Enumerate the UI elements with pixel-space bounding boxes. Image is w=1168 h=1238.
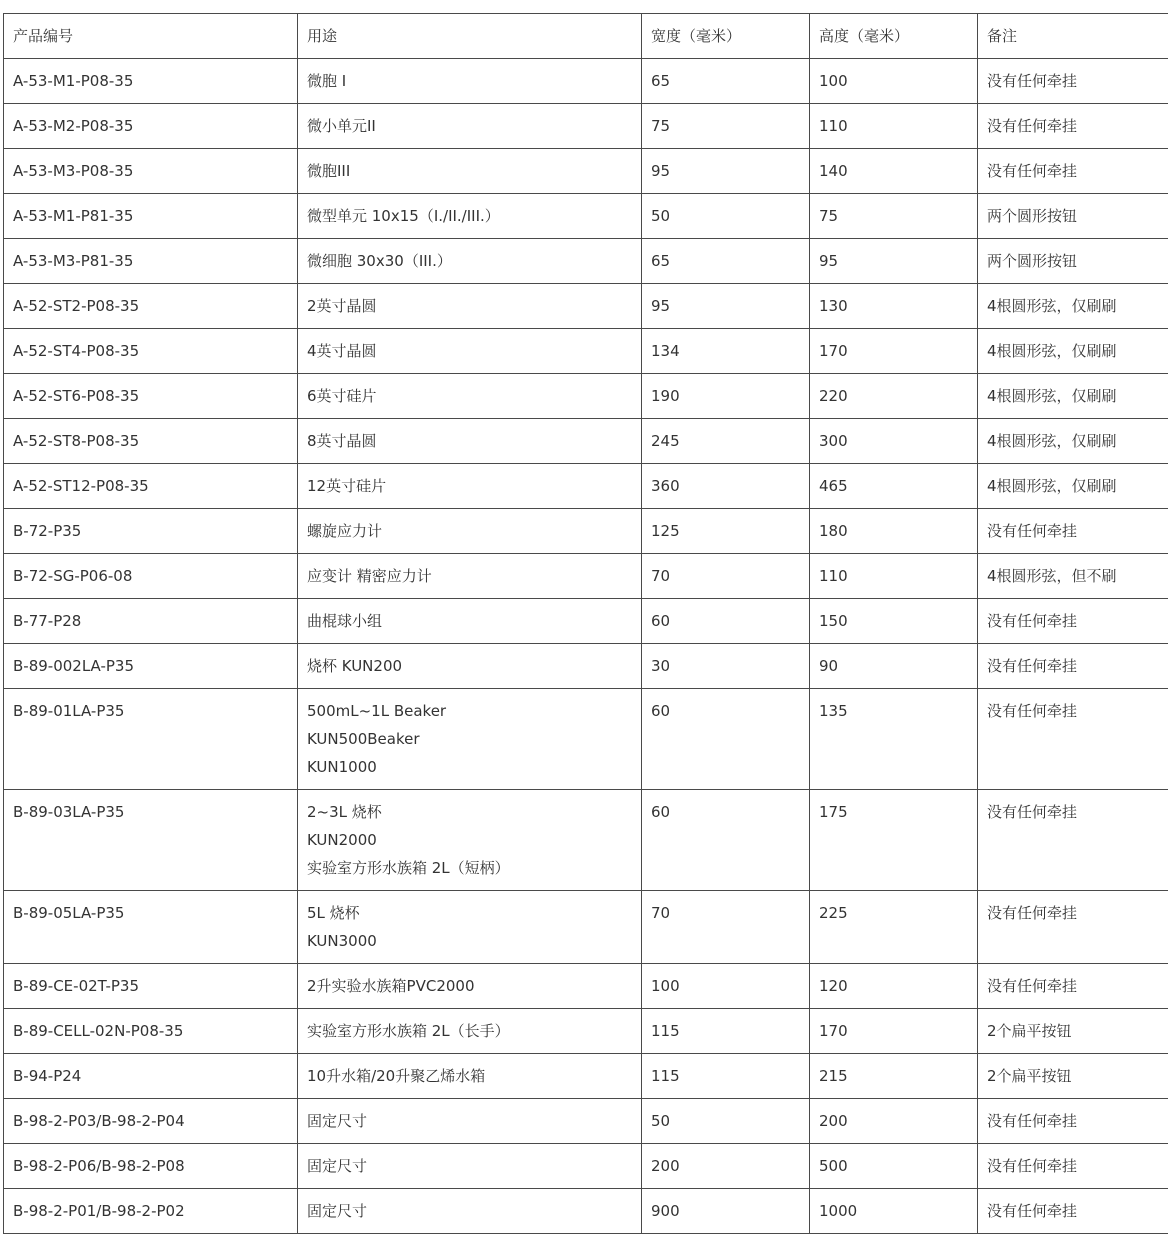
cell-note: 4根圆形弦，仅刷刷	[978, 284, 1168, 329]
cell-note: 4根圆形弦，仅刷刷	[978, 329, 1168, 374]
header-row	[4, 14, 1168, 59]
cell-width: 60	[642, 790, 810, 891]
use-line: 微型单元 10x15（I./II./III.）	[307, 207, 500, 225]
cell-use	[298, 599, 642, 644]
use-line: 2英寸晶圆	[307, 297, 377, 315]
cell-height: 130	[810, 284, 978, 329]
use-line: 微胞III	[307, 162, 351, 180]
table-row	[4, 964, 1168, 1009]
cell-height: 110	[810, 554, 978, 599]
use-line: 应变计 精密应力计	[307, 567, 432, 585]
cell-height: 135	[810, 689, 978, 790]
cell-width: 75	[642, 104, 810, 149]
cell-use	[298, 149, 642, 194]
cell-height: 180	[810, 509, 978, 554]
use-line: 实验室方形水族箱 2L（长手）	[307, 1022, 510, 1040]
cell-use	[298, 464, 642, 509]
cell-product-code: A-53-M3-P81-35	[4, 239, 298, 284]
cell-product-code: B-98-2-P06/B-98-2-P08	[4, 1144, 298, 1189]
cell-use	[298, 1054, 642, 1099]
table-row	[4, 1099, 1168, 1144]
cell-height: 215	[810, 1054, 978, 1099]
cell-width: 30	[642, 644, 810, 689]
cell-note: 2个扁平按钮	[978, 1009, 1168, 1054]
cell-height: 175	[810, 790, 978, 891]
cell-width: 60	[642, 689, 810, 790]
cell-width: 125	[642, 509, 810, 554]
table-row	[4, 329, 1168, 374]
cell-note: 没有任何牵挂	[978, 59, 1168, 104]
cell-product-code: A-53-M1-P08-35	[4, 59, 298, 104]
cell-product-code: A-53-M3-P08-35	[4, 149, 298, 194]
use-line: KUN2000	[307, 831, 377, 849]
cell-height: 150	[810, 599, 978, 644]
cell-width: 70	[642, 554, 810, 599]
cell-width: 115	[642, 1009, 810, 1054]
table-row	[4, 1189, 1168, 1234]
cell-height: 95	[810, 239, 978, 284]
table-row	[4, 644, 1168, 689]
cell-width: 360	[642, 464, 810, 509]
table-row	[4, 239, 1168, 284]
cell-height: 300	[810, 419, 978, 464]
cell-note: 没有任何牵挂	[978, 1099, 1168, 1144]
cell-use	[298, 1189, 642, 1234]
cell-note: 没有任何牵挂	[978, 1189, 1168, 1234]
use-line: 12英寸硅片	[307, 477, 387, 495]
use-line: 5L 烧杯	[307, 904, 360, 922]
table-row	[4, 1144, 1168, 1189]
table-body	[4, 59, 1168, 1234]
cell-use	[298, 891, 642, 964]
use-line: 2升实验水族箱PVC2000	[307, 977, 475, 995]
cell-product-code: A-52-ST6-P08-35	[4, 374, 298, 419]
cell-note: 没有任何牵挂	[978, 644, 1168, 689]
cell-width: 900	[642, 1189, 810, 1234]
use-line: 微小单元II	[307, 117, 376, 135]
use-line: 固定尺寸	[307, 1157, 368, 1175]
cell-note: 没有任何牵挂	[978, 790, 1168, 891]
cell-width: 95	[642, 284, 810, 329]
use-line: 4英寸晶圆	[307, 342, 377, 360]
header-cell-width: 宽度（毫米）	[642, 14, 810, 59]
cell-note: 4根圆形弦，但不刷	[978, 554, 1168, 599]
cell-use	[298, 554, 642, 599]
use-line: 6英寸硅片	[307, 387, 377, 405]
cell-note: 没有任何牵挂	[978, 104, 1168, 149]
cell-height: 75	[810, 194, 978, 239]
cell-use	[298, 1009, 642, 1054]
cell-product-code: A-52-ST8-P08-35	[4, 419, 298, 464]
header-cell-use: 用途	[298, 14, 642, 59]
use-line: KUN1000	[307, 758, 377, 776]
cell-width: 60	[642, 599, 810, 644]
use-line: 烧杯 KUN200	[307, 657, 403, 675]
cell-product-code: B-89-03LA-P35	[4, 790, 298, 891]
cell-product-code: A-53-M2-P08-35	[4, 104, 298, 149]
use-line: 2~3L 烧杯	[307, 803, 382, 821]
cell-use	[298, 790, 642, 891]
table-row	[4, 464, 1168, 509]
table-row	[4, 790, 1168, 891]
table-row	[4, 689, 1168, 790]
cell-note: 两个圆形按钮	[978, 239, 1168, 284]
cell-note: 2个扁平按钮	[978, 1054, 1168, 1099]
use-line: KUN500Beaker	[307, 730, 420, 748]
table-row	[4, 891, 1168, 964]
cell-product-code: B-89-01LA-P35	[4, 689, 298, 790]
cell-product-code: A-52-ST12-P08-35	[4, 464, 298, 509]
use-line: 500mL~1L Beaker	[307, 702, 447, 720]
cell-use	[298, 1099, 642, 1144]
cell-product-code: A-52-ST2-P08-35	[4, 284, 298, 329]
table-row	[4, 194, 1168, 239]
cell-use	[298, 644, 642, 689]
cell-note: 两个圆形按钮	[978, 194, 1168, 239]
cell-width: 190	[642, 374, 810, 419]
table-row	[4, 419, 1168, 464]
cell-note: 没有任何牵挂	[978, 149, 1168, 194]
use-line: 螺旋应力计	[307, 522, 383, 540]
table-row	[4, 1009, 1168, 1054]
cell-height: 140	[810, 149, 978, 194]
table-row	[4, 149, 1168, 194]
cell-product-code: B-72-SG-P06-08	[4, 554, 298, 599]
cell-width: 65	[642, 59, 810, 104]
cell-height: 465	[810, 464, 978, 509]
cell-width: 245	[642, 419, 810, 464]
use-line: 固定尺寸	[307, 1202, 368, 1220]
cell-note: 4根圆形弦，仅刷刷	[978, 419, 1168, 464]
cell-height: 110	[810, 104, 978, 149]
header-cell-note: 备注	[978, 14, 1168, 59]
cell-use	[298, 689, 642, 790]
table-row	[4, 59, 1168, 104]
table-row	[4, 374, 1168, 419]
use-line: 固定尺寸	[307, 1112, 368, 1130]
cell-note: 4根圆形弦，仅刷刷	[978, 464, 1168, 509]
cell-use	[298, 104, 642, 149]
cell-use	[298, 284, 642, 329]
cell-width: 70	[642, 891, 810, 964]
use-line: 微细胞 30x30（III.）	[307, 252, 452, 270]
cell-height: 90	[810, 644, 978, 689]
cell-use	[298, 329, 642, 374]
cell-note: 没有任何牵挂	[978, 689, 1168, 790]
cell-product-code: B-72-P35	[4, 509, 298, 554]
cell-product-code: B-94-P24	[4, 1054, 298, 1099]
header-cell-code: 产品编号	[4, 14, 298, 59]
table-row	[4, 1054, 1168, 1099]
cell-use	[298, 194, 642, 239]
cell-use	[298, 239, 642, 284]
cell-product-code: B-89-CELL-02N-P08-35	[4, 1009, 298, 1054]
cell-product-code: B-98-2-P01/B-98-2-P02	[4, 1189, 298, 1234]
use-line: KUN3000	[307, 932, 377, 950]
cell-width: 100	[642, 964, 810, 1009]
table-row	[4, 104, 1168, 149]
header-cell-height: 高度（毫米）	[810, 14, 978, 59]
cell-height: 200	[810, 1099, 978, 1144]
cell-width: 50	[642, 194, 810, 239]
cell-width: 200	[642, 1144, 810, 1189]
cell-note: 没有任何牵挂	[978, 964, 1168, 1009]
use-line: 曲棍球小组	[307, 612, 383, 630]
cell-note: 4根圆形弦，仅刷刷	[978, 374, 1168, 419]
cell-height: 170	[810, 329, 978, 374]
use-line: 8英寸晶圆	[307, 432, 377, 450]
cell-product-code: B-89-CE-02T-P35	[4, 964, 298, 1009]
cell-product-code: B-77-P28	[4, 599, 298, 644]
cell-note: 没有任何牵挂	[978, 599, 1168, 644]
table-row	[4, 599, 1168, 644]
cell-use	[298, 509, 642, 554]
cell-product-code: B-98-2-P03/B-98-2-P04	[4, 1099, 298, 1144]
cell-width: 65	[642, 239, 810, 284]
cell-width: 115	[642, 1054, 810, 1099]
cell-note: 没有任何牵挂	[978, 891, 1168, 964]
use-line: 微胞 I	[307, 72, 347, 90]
cell-width: 95	[642, 149, 810, 194]
cell-use	[298, 1144, 642, 1189]
cell-height: 1000	[810, 1189, 978, 1234]
cell-height: 225	[810, 891, 978, 964]
cell-product-code: A-53-M1-P81-35	[4, 194, 298, 239]
cell-note: 没有任何牵挂	[978, 509, 1168, 554]
cell-height: 220	[810, 374, 978, 419]
use-line: 10升水箱/20升聚乙烯水箱	[307, 1067, 486, 1085]
table-row	[4, 284, 1168, 329]
cell-height: 100	[810, 59, 978, 104]
spec-table	[3, 13, 1168, 1234]
cell-use	[298, 59, 642, 104]
table-row	[4, 554, 1168, 599]
cell-use	[298, 374, 642, 419]
cell-product-code: B-89-002LA-P35	[4, 644, 298, 689]
table-row	[4, 509, 1168, 554]
cell-width: 134	[642, 329, 810, 374]
cell-width: 50	[642, 1099, 810, 1144]
cell-height: 500	[810, 1144, 978, 1189]
cell-height: 170	[810, 1009, 978, 1054]
cell-use	[298, 964, 642, 1009]
cell-use	[298, 419, 642, 464]
cell-product-code: B-89-05LA-P35	[4, 891, 298, 964]
cell-note: 没有任何牵挂	[978, 1144, 1168, 1189]
cell-product-code: A-52-ST4-P08-35	[4, 329, 298, 374]
use-line: 实验室方形水族箱 2L（短柄）	[307, 859, 510, 877]
cell-height: 120	[810, 964, 978, 1009]
